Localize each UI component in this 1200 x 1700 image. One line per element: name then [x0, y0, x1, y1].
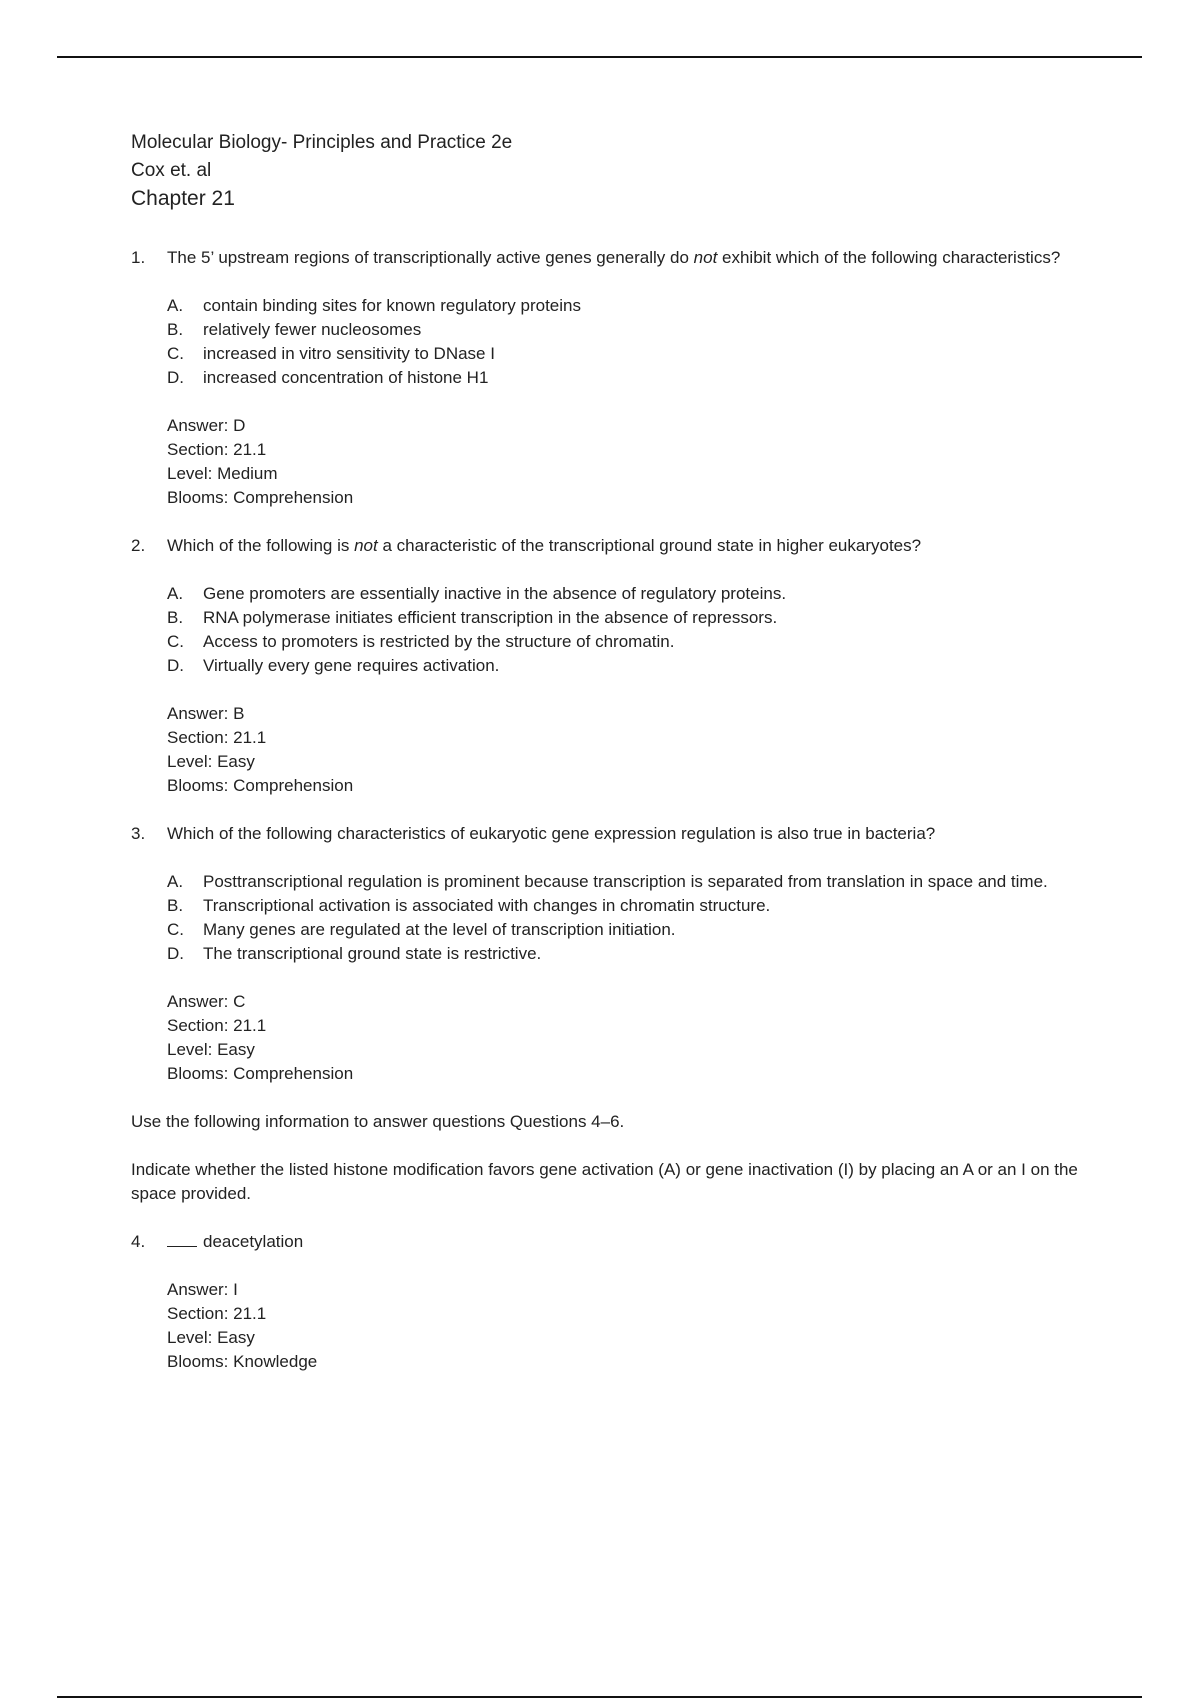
choice-d: D. increased concentration of histone H1 — [167, 368, 489, 387]
answer: Answer: C — [167, 992, 246, 1011]
choices-3 — [167, 870, 1111, 966]
blooms: Blooms: Comprehension — [167, 488, 354, 507]
top-rule — [57, 56, 1142, 58]
choice-c: C. increased in vitro sensitivity to DNase I — [167, 344, 495, 363]
authors: Cox et. al — [131, 160, 212, 181]
level: Level: Medium — [167, 464, 278, 483]
book-title: Molecular Biology- Principles and Practice 2e — [131, 132, 513, 153]
answer-block-1 — [167, 414, 1111, 510]
answer-blank — [167, 1232, 197, 1247]
bottom-rule — [57, 1696, 1142, 1698]
answer-block-2 — [167, 702, 1111, 798]
choices-2 — [167, 582, 1111, 678]
choice-c: C. Access to promoters is restricted by the structure of chromatin. — [167, 632, 675, 651]
choice-b: B. relatively fewer nucleosomes — [167, 320, 422, 339]
section: Section: 21.1 — [167, 440, 267, 459]
question-text: The 5’ upstream regions of transcriptionally active genes generally do not exhibit which of the following characteristics? — [167, 248, 1061, 267]
question-number: 1. — [131, 248, 146, 267]
level: Level: Easy — [167, 1040, 255, 1059]
blooms: Blooms: Comprehension — [167, 776, 354, 795]
answer: Answer: B — [167, 704, 245, 723]
choice-a: A. contain binding sites for known regulatory proteins — [167, 296, 581, 315]
answer: Answer: D — [167, 416, 246, 435]
blooms: Blooms: Comprehension — [167, 1064, 354, 1083]
level: Level: Easy — [167, 752, 255, 771]
choice-b: B. Transcriptional activation is associated with changes in chromatin structure. — [167, 896, 771, 915]
question-1 — [131, 246, 1111, 270]
question-number: 2. — [131, 536, 146, 555]
choice-b: B. RNA polymerase initiates efficient transcription in the absence of repressors. — [167, 608, 778, 627]
question-2 — [131, 534, 1111, 558]
blooms: Blooms: Knowledge — [167, 1352, 318, 1371]
use-following-info: Use the following information to answer questions Questions 4–6. — [131, 1112, 625, 1131]
choice-a: A. Posttranscriptional regulation is prominent because transcription is separated from translation in space and time. — [167, 872, 1048, 891]
question-number: 3. — [131, 824, 146, 843]
choice-a: A. Gene promoters are essentially inactive in the absence of regulatory proteins. — [167, 584, 787, 603]
answer-block-3 — [167, 990, 1111, 1086]
question-text: Which of the following is not a characteristic of the transcriptional ground state in higher eukaryotes? — [167, 536, 922, 555]
question-text: Which of the following characteristics of eukaryotic gene expression regulation is also true in bacteria? — [167, 824, 936, 843]
choice-c: C. Many genes are regulated at the level of transcription initiation. — [167, 920, 676, 939]
section: Section: 21.1 — [167, 1304, 267, 1323]
question-3 — [131, 822, 1111, 846]
question-4 — [131, 1230, 1111, 1254]
answer: Answer: I — [167, 1280, 238, 1299]
section: Section: 21.1 — [167, 728, 267, 747]
question-text: deacetylation — [167, 1230, 1111, 1254]
instructions: Indicate whether the listed histone modification favors gene activation (A) or gene inactivation (I) by placing an A or an I on the space provided. — [131, 1160, 1078, 1203]
choice-d: D. The transcriptional ground state is restrictive. — [167, 944, 542, 963]
choices-1 — [167, 294, 1111, 390]
section: Section: 21.1 — [167, 1016, 267, 1035]
document-body — [131, 129, 1111, 1374]
choice-d: D. Virtually every gene requires activation. — [167, 656, 500, 675]
question-number: 4. — [131, 1232, 146, 1251]
answer-block-4 — [167, 1278, 1111, 1374]
level: Level: Easy — [167, 1328, 255, 1347]
chapter-title: Chapter 21 — [131, 187, 235, 210]
